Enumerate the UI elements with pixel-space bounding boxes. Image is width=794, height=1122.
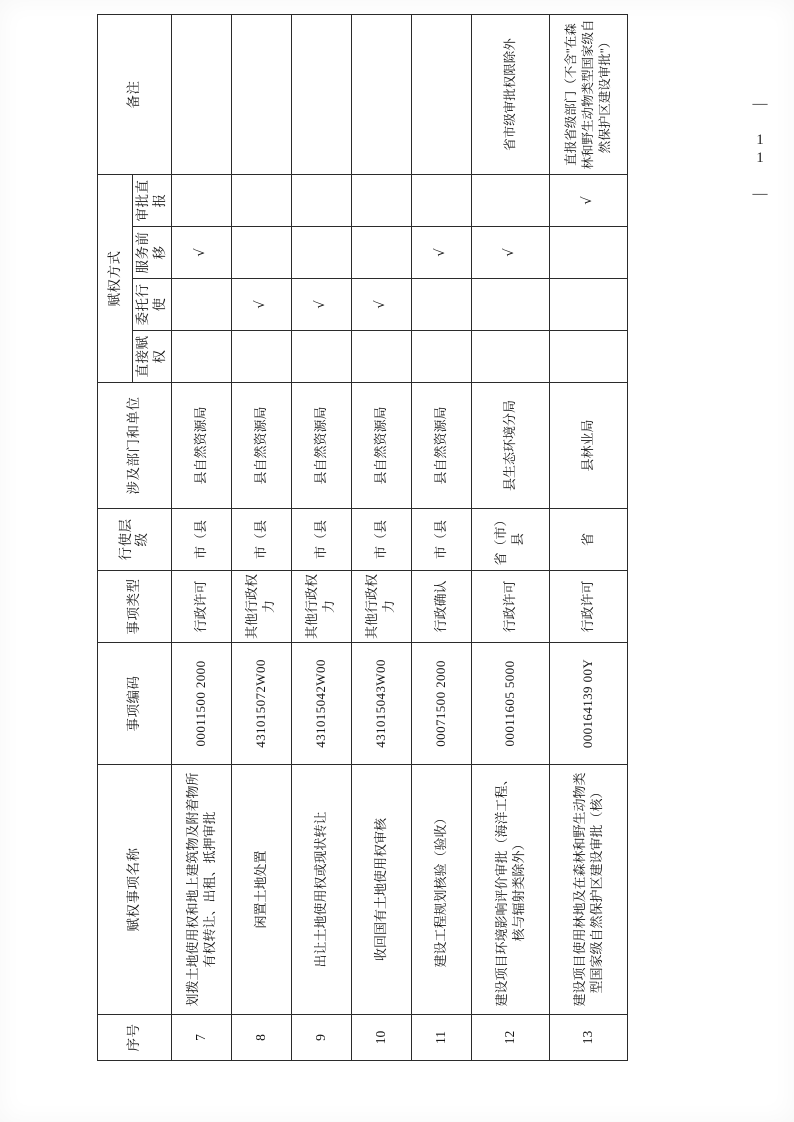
cell-mode-direct xyxy=(231,331,291,383)
header-exercise-level: 行使层级 xyxy=(98,509,172,571)
cell-mode-approval: √ xyxy=(549,175,627,227)
cell-departments: 县自然资源局 xyxy=(411,383,471,509)
header-mode-approval: 审批直报 xyxy=(133,175,172,227)
cell-remark xyxy=(231,15,291,175)
cell-mode-direct xyxy=(411,331,471,383)
cell-item-code: 431015072W00 xyxy=(231,643,291,765)
cell-exercise-level: 市（县 xyxy=(291,509,351,571)
cell-mode-direct xyxy=(549,331,627,383)
cell-mode-approval xyxy=(351,175,411,227)
cell-mode-service xyxy=(351,227,411,279)
cell-mode-approval xyxy=(231,175,291,227)
header-item-name: 赋权事项名称 xyxy=(98,765,172,1015)
cell-item-code: 00071500 2000 xyxy=(411,643,471,765)
cell-remark xyxy=(411,15,471,175)
cell-exercise-level: 市（县 xyxy=(411,509,471,571)
table-row xyxy=(291,15,351,1061)
cell-index: 11 xyxy=(411,1015,471,1061)
cell-exercise-level: 市（县 xyxy=(171,509,231,571)
cell-mode-entrust: √ xyxy=(291,279,351,331)
cell-remark xyxy=(291,15,351,175)
cell-item-code: 000164139 00Y xyxy=(549,643,627,765)
header-index: 序号 xyxy=(98,1015,172,1061)
header-remark: 备注 xyxy=(98,15,172,175)
cell-index: 8 xyxy=(231,1015,291,1061)
cell-exercise-level: 省 xyxy=(549,509,627,571)
cell-mode-approval xyxy=(291,175,351,227)
cell-mode-approval xyxy=(171,175,231,227)
cell-item-type: 其他行政权力 xyxy=(291,571,351,643)
cell-mode-entrust xyxy=(549,279,627,331)
cell-remark xyxy=(171,15,231,175)
cell-departments: 县林业局 xyxy=(549,383,627,509)
cell-item-code: 00011500 2000 xyxy=(171,643,231,765)
table-row xyxy=(549,15,627,1061)
cell-departments: 县自然资源局 xyxy=(231,383,291,509)
cell-item-code: 00011605 5000 xyxy=(471,643,549,765)
cell-mode-direct xyxy=(171,331,231,383)
cell-mode-entrust xyxy=(471,279,549,331)
header-departments: 涉及部门和单位 xyxy=(98,383,172,509)
table-row xyxy=(171,15,231,1061)
cell-mode-direct xyxy=(291,331,351,383)
cell-index: 7 xyxy=(171,1015,231,1061)
cell-departments: 县自然资源局 xyxy=(351,383,411,509)
cell-mode-service xyxy=(549,227,627,279)
cell-item-name: 收回国有土地使用权审核 xyxy=(351,765,411,1015)
rotated-table-inner xyxy=(97,19,697,1061)
cell-item-type: 行政许可 xyxy=(471,571,549,643)
header-mode-entrust: 委托行使 xyxy=(133,279,172,331)
cell-remark xyxy=(351,15,411,175)
cell-mode-direct xyxy=(471,331,549,383)
header-mode-direct: 直接赋权 xyxy=(133,331,172,383)
cell-item-type: 行政许可 xyxy=(549,571,627,643)
cell-mode-service: √ xyxy=(411,227,471,279)
table-row xyxy=(231,15,291,1061)
cell-mode-entrust xyxy=(171,279,231,331)
header-authorization-mode: 赋权方式 xyxy=(98,175,133,383)
cell-exercise-level: 省（市）县 xyxy=(471,509,549,571)
cell-mode-direct xyxy=(351,331,411,383)
cell-mode-approval xyxy=(471,175,549,227)
cell-exercise-level: 市（县 xyxy=(351,509,411,571)
cell-index: 9 xyxy=(291,1015,351,1061)
cell-remark: 直报省级部门（不含"在森林和野生动物类型国家级自然保护区建设审批"） xyxy=(549,15,627,175)
header-item-code: 事项编码 xyxy=(98,643,172,765)
cell-item-name: 建设项目环境影响评价审批（海洋工程、核与辐射类除外） xyxy=(471,765,549,1015)
cell-item-name: 闲置土地处置 xyxy=(231,765,291,1015)
cell-item-name: 出让土地使用权或现状转让 xyxy=(291,765,351,1015)
table-row xyxy=(471,15,549,1061)
cell-exercise-level: 市（县 xyxy=(231,509,291,571)
cell-mode-entrust: √ xyxy=(231,279,291,331)
cell-mode-entrust xyxy=(411,279,471,331)
cell-mode-service xyxy=(231,227,291,279)
header-mode-service: 服务前移 xyxy=(133,227,172,279)
header-item-type: 事项类型 xyxy=(98,571,172,643)
cell-mode-approval xyxy=(411,175,471,227)
cell-item-name: 建设项目使用林地及在森林和野生动物类型国家级自然保护区建设审批（核） xyxy=(549,765,627,1015)
cell-index: 12 xyxy=(471,1015,549,1061)
cell-mode-service: √ xyxy=(471,227,549,279)
cell-departments: 县自然资源局 xyxy=(291,383,351,509)
cell-mode-service: √ xyxy=(171,227,231,279)
cell-item-name: 划拨土地使用权和地上建筑物及附着物所有权转让、出租、抵押审批 xyxy=(171,765,231,1015)
cell-item-type: 行政确认 xyxy=(411,571,471,643)
cell-item-type: 其他行政权力 xyxy=(231,571,291,643)
table-row xyxy=(411,15,471,1061)
cell-mode-service xyxy=(291,227,351,279)
cell-item-name: 建设工程规划核验（验收） xyxy=(411,765,471,1015)
cell-item-type: 其他行政权力 xyxy=(351,571,411,643)
cell-item-code: 431015043W00 xyxy=(351,643,411,765)
cell-departments: 县自然资源局 xyxy=(171,383,231,509)
cell-mode-entrust: √ xyxy=(351,279,411,331)
authorization-items-table xyxy=(97,14,628,1061)
table-header-row-1 xyxy=(98,15,133,1061)
cell-departments: 县生态环境分局 xyxy=(471,383,549,509)
table-row xyxy=(351,15,411,1061)
cell-index: 13 xyxy=(549,1015,627,1061)
cell-index: 10 xyxy=(351,1015,411,1061)
cell-item-type: 行政许可 xyxy=(171,571,231,643)
cell-item-code: 431015042W00 xyxy=(291,643,351,765)
cell-remark: 省市级审批权限除外 xyxy=(471,15,549,175)
page-number: — 11 — xyxy=(752,96,768,204)
